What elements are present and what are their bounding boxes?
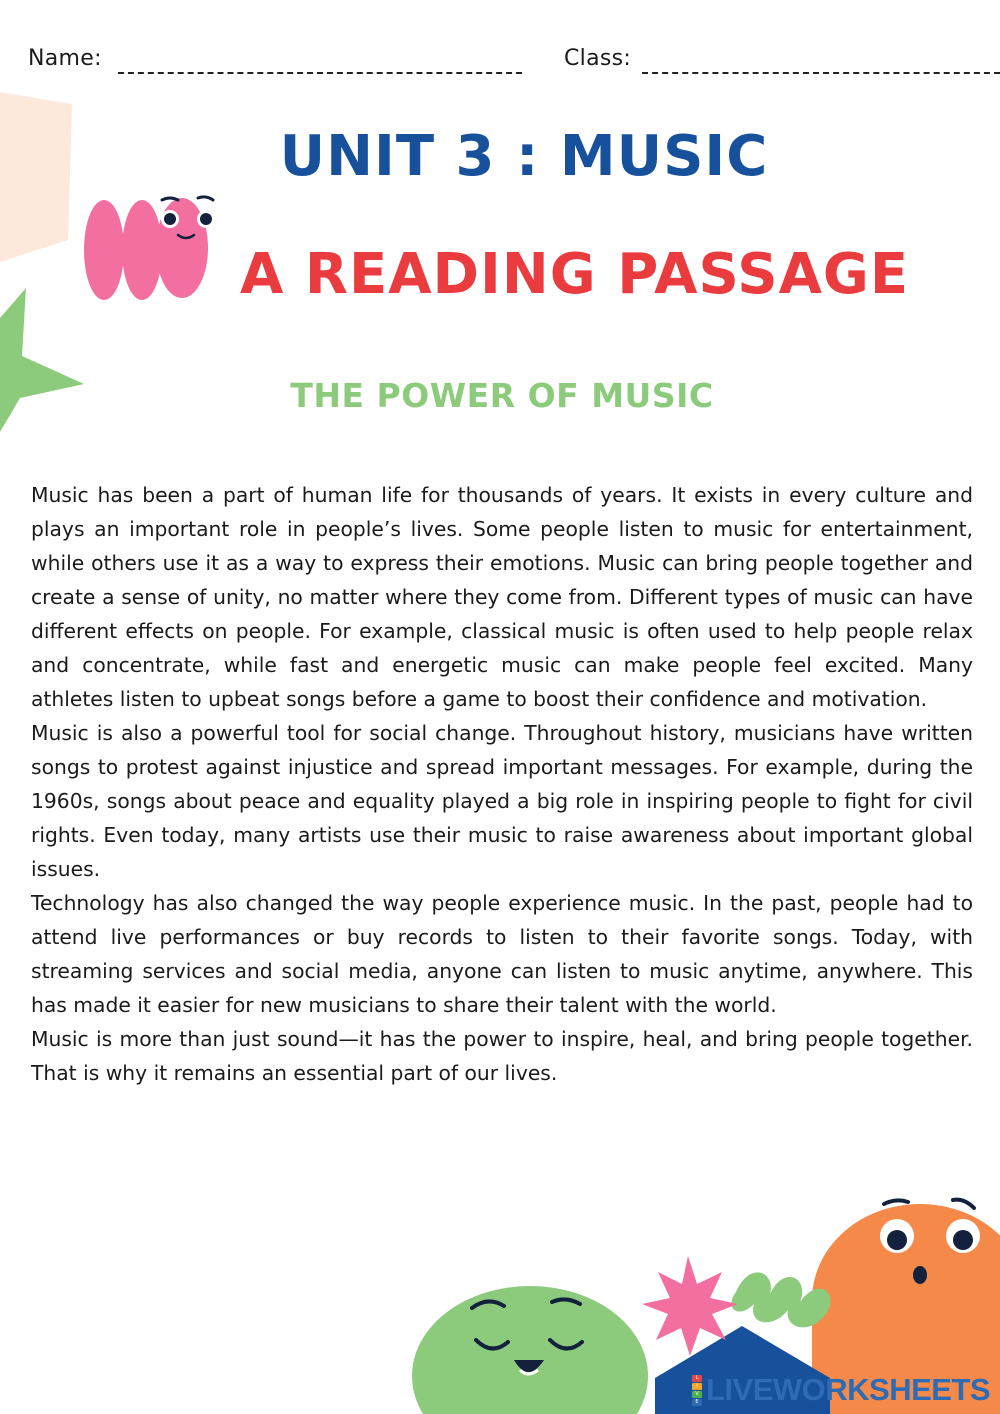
reading-passage <box>31 478 973 1090</box>
passage-paragraph: Music is more than just sound—it has the power to inspire, heal, and bring people together. That is why it remains an essential part of our lives. <box>31 1027 973 1085</box>
unit-title: UNIT 3 : MUSIC <box>279 124 769 189</box>
liveworksheets-watermark[interactable] <box>692 1372 992 1408</box>
student-info-row <box>28 44 1000 78</box>
passage-subtitle: THE POWER OF MUSIC <box>290 376 714 415</box>
green-mascot-icon <box>412 1286 648 1414</box>
class-label: Class: <box>564 46 632 71</box>
pink-mascot-icon <box>82 188 218 304</box>
live-badge-icon: L I V E <box>692 1375 702 1406</box>
passage-paragraph: Technology has also changed the way people experience music. In the past, people had to attend live performances or buy records to listen to their favorite songs. Today, with streaming services and social media, anyone can listen to music anytime, anywhere. This has made it easier for new musicians to share their talent with the world. <box>31 891 973 1017</box>
class-blank-field[interactable] <box>642 72 1000 74</box>
name-label: Name: <box>28 46 102 71</box>
passage-paragraph: Music has been a part of human life for thousands of years. It exists in every culture and plays an important role in people’s lives. Some people listen to music for entertainment, while others use it as a way to express their emotions. Music can bring people together and create a sense of unity, no matter where they come from. Different types of music can have different effects on people. For example, classical music is often used to help people relax and concentrate, while fast and energetic music can make people feel excited. Many athletes listen to upbeat songs before a game to boost their confidence and motivation. <box>31 483 973 711</box>
watermark-brand-text: LIVEWORKSHEETS <box>706 1372 991 1407</box>
reading-title: A READING PASSAGE <box>240 242 910 307</box>
passage-paragraph: Music is also a powerful tool for social change. Throughout history, musicians have written songs to protest against injustice and spread important messages. For example, during the 1960s, songs about peace and equality played a big role in inspiring people to fight for civil rights. Even today, many artists use their music to raise awareness about important global issues. <box>31 721 973 881</box>
name-blank-field[interactable] <box>118 72 522 74</box>
